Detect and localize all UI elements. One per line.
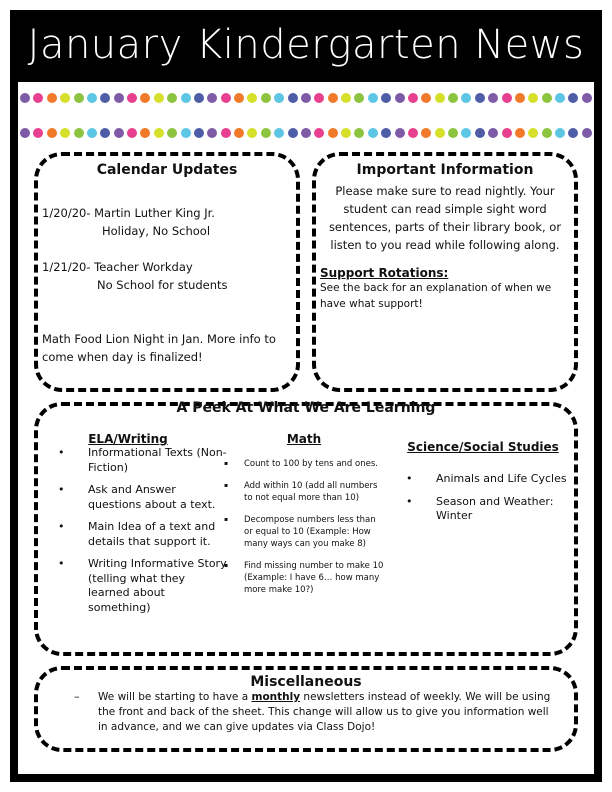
dot-border-bottom <box>20 128 592 138</box>
dot <box>448 93 458 103</box>
dot <box>221 93 231 103</box>
dot <box>288 128 298 138</box>
dot <box>314 128 324 138</box>
dot <box>154 93 164 103</box>
dot <box>461 93 471 103</box>
list-item: • Main Idea of a text and details that support it. <box>58 520 228 549</box>
dot <box>341 128 351 138</box>
dot <box>127 93 137 103</box>
calendar-item-detail: No School for students <box>97 278 228 292</box>
dot <box>87 93 97 103</box>
support-rotations-heading: Support Rotations: <box>320 266 449 280</box>
dot <box>274 93 284 103</box>
list-item: ▪ Decompose numbers less than or equal to 10 (Example: How many ways can you make 8) <box>224 514 384 550</box>
list-item: • Informational Texts (Non-Fiction) <box>58 446 228 475</box>
newsletter-title: January Kindergarten News <box>10 10 602 82</box>
dot <box>181 93 191 103</box>
important-heading: Important Information <box>356 162 534 178</box>
dot <box>395 128 405 138</box>
list-item: ▪ Add within 10 (add all numbers to not equal more than 10) <box>224 480 384 504</box>
ela-heading: ELA/Writing <box>88 432 168 446</box>
dot <box>261 128 271 138</box>
dot <box>461 128 471 138</box>
support-rotations-text: See the back for an explanation of when we have what support! <box>320 282 552 310</box>
learning-box <box>34 402 578 656</box>
dot <box>167 93 177 103</box>
dot <box>555 128 565 138</box>
miscellaneous-box: Miscellaneous – We will be starting to have a monthly newsletters instead of weekly. We will be using the front and back of the sheet. This change will allow us to give you information well in advance, and we can give updates via Class Dojo! <box>34 666 578 752</box>
dot <box>20 128 30 138</box>
dot <box>301 128 311 138</box>
dot <box>408 93 418 103</box>
calendar-item-date: 1/21/20- Teacher Workday <box>42 260 193 274</box>
dot <box>582 128 592 138</box>
list-item: • Season and Weather: Winter <box>406 495 568 524</box>
dot <box>234 93 244 103</box>
dot <box>502 128 512 138</box>
dot <box>542 128 552 138</box>
dot <box>274 128 284 138</box>
dot <box>247 128 257 138</box>
dot <box>435 128 445 138</box>
dot <box>568 93 578 103</box>
dot <box>74 93 84 103</box>
dot <box>328 93 338 103</box>
dot <box>354 128 364 138</box>
calendar-heading: Calendar Updates <box>96 162 238 178</box>
math-heading: Math <box>286 432 322 446</box>
calendar-updates-box <box>34 152 300 392</box>
dot <box>488 93 498 103</box>
dot <box>341 93 351 103</box>
list-item: ▪ Count to 100 by tens and ones. <box>224 458 384 470</box>
dot <box>20 93 30 103</box>
dot <box>234 128 244 138</box>
calendar-note: Math Food Lion Night in Jan. More info to come when day is finalized! <box>42 332 276 364</box>
dot <box>395 93 405 103</box>
dot <box>114 128 124 138</box>
list-item: • Writing Informative Story (telling what they learned about something) <box>58 557 228 615</box>
dot <box>528 93 538 103</box>
dot <box>435 93 445 103</box>
dot <box>381 128 391 138</box>
dot <box>421 128 431 138</box>
dot <box>448 128 458 138</box>
misc-text: We will be starting to have a monthly newsletters instead of weekly. We will be using the front and back of the sheet. This change will allow us to give you information well in advance, and we can give updates via Class Dojo! <box>98 691 551 733</box>
dot <box>354 93 364 103</box>
dot <box>74 128 84 138</box>
dot <box>381 93 391 103</box>
dot <box>314 93 324 103</box>
calendar-item-date: 1/20/20- Martin Luther King Jr. <box>42 206 215 220</box>
dot <box>555 93 565 103</box>
dot <box>408 128 418 138</box>
dot <box>288 93 298 103</box>
important-text: Please make sure to read nightly. Your student can read simple sight word sentences, parts of their library book, or listen to you read while following along. <box>328 184 562 252</box>
list-item: • Ask and Answer questions about a text. <box>58 483 228 512</box>
dot <box>47 128 57 138</box>
dot <box>194 93 204 103</box>
dot <box>114 93 124 103</box>
dot <box>368 93 378 103</box>
calendar-item-detail: Holiday, No School <box>102 224 211 238</box>
dot <box>221 128 231 138</box>
dot <box>100 128 110 138</box>
dot <box>140 93 150 103</box>
dot <box>207 128 217 138</box>
dot <box>502 93 512 103</box>
list-item: • Animals and Life Cycles <box>406 472 568 487</box>
dot <box>528 128 538 138</box>
dot <box>542 93 552 103</box>
dot <box>488 128 498 138</box>
dot <box>181 128 191 138</box>
dot <box>515 128 525 138</box>
dot <box>568 128 578 138</box>
dot <box>515 93 525 103</box>
dot <box>87 128 97 138</box>
dot <box>368 128 378 138</box>
dot <box>582 93 592 103</box>
dot-border-top <box>20 93 592 103</box>
dot <box>154 128 164 138</box>
dot <box>167 128 177 138</box>
dot <box>207 93 217 103</box>
dot <box>47 93 57 103</box>
dot <box>33 128 43 138</box>
important-info-box <box>312 152 578 392</box>
dot <box>475 128 485 138</box>
dot <box>261 93 271 103</box>
dot <box>475 93 485 103</box>
misc-heading: Miscellaneous <box>250 674 362 690</box>
dot <box>100 93 110 103</box>
science-heading: Science/Social Studies <box>407 440 559 454</box>
dot <box>127 128 137 138</box>
dot <box>33 93 43 103</box>
dot <box>194 128 204 138</box>
dot <box>140 128 150 138</box>
dot <box>301 93 311 103</box>
dot <box>328 128 338 138</box>
dot <box>60 128 70 138</box>
dot <box>421 93 431 103</box>
dot <box>60 93 70 103</box>
dot <box>247 93 257 103</box>
learning-heading: A Peek At What We Are Learning <box>176 400 436 416</box>
list-item: ▪ Find missing number to make 10 (Example: I have 6… how many more make 10?) <box>224 560 384 596</box>
